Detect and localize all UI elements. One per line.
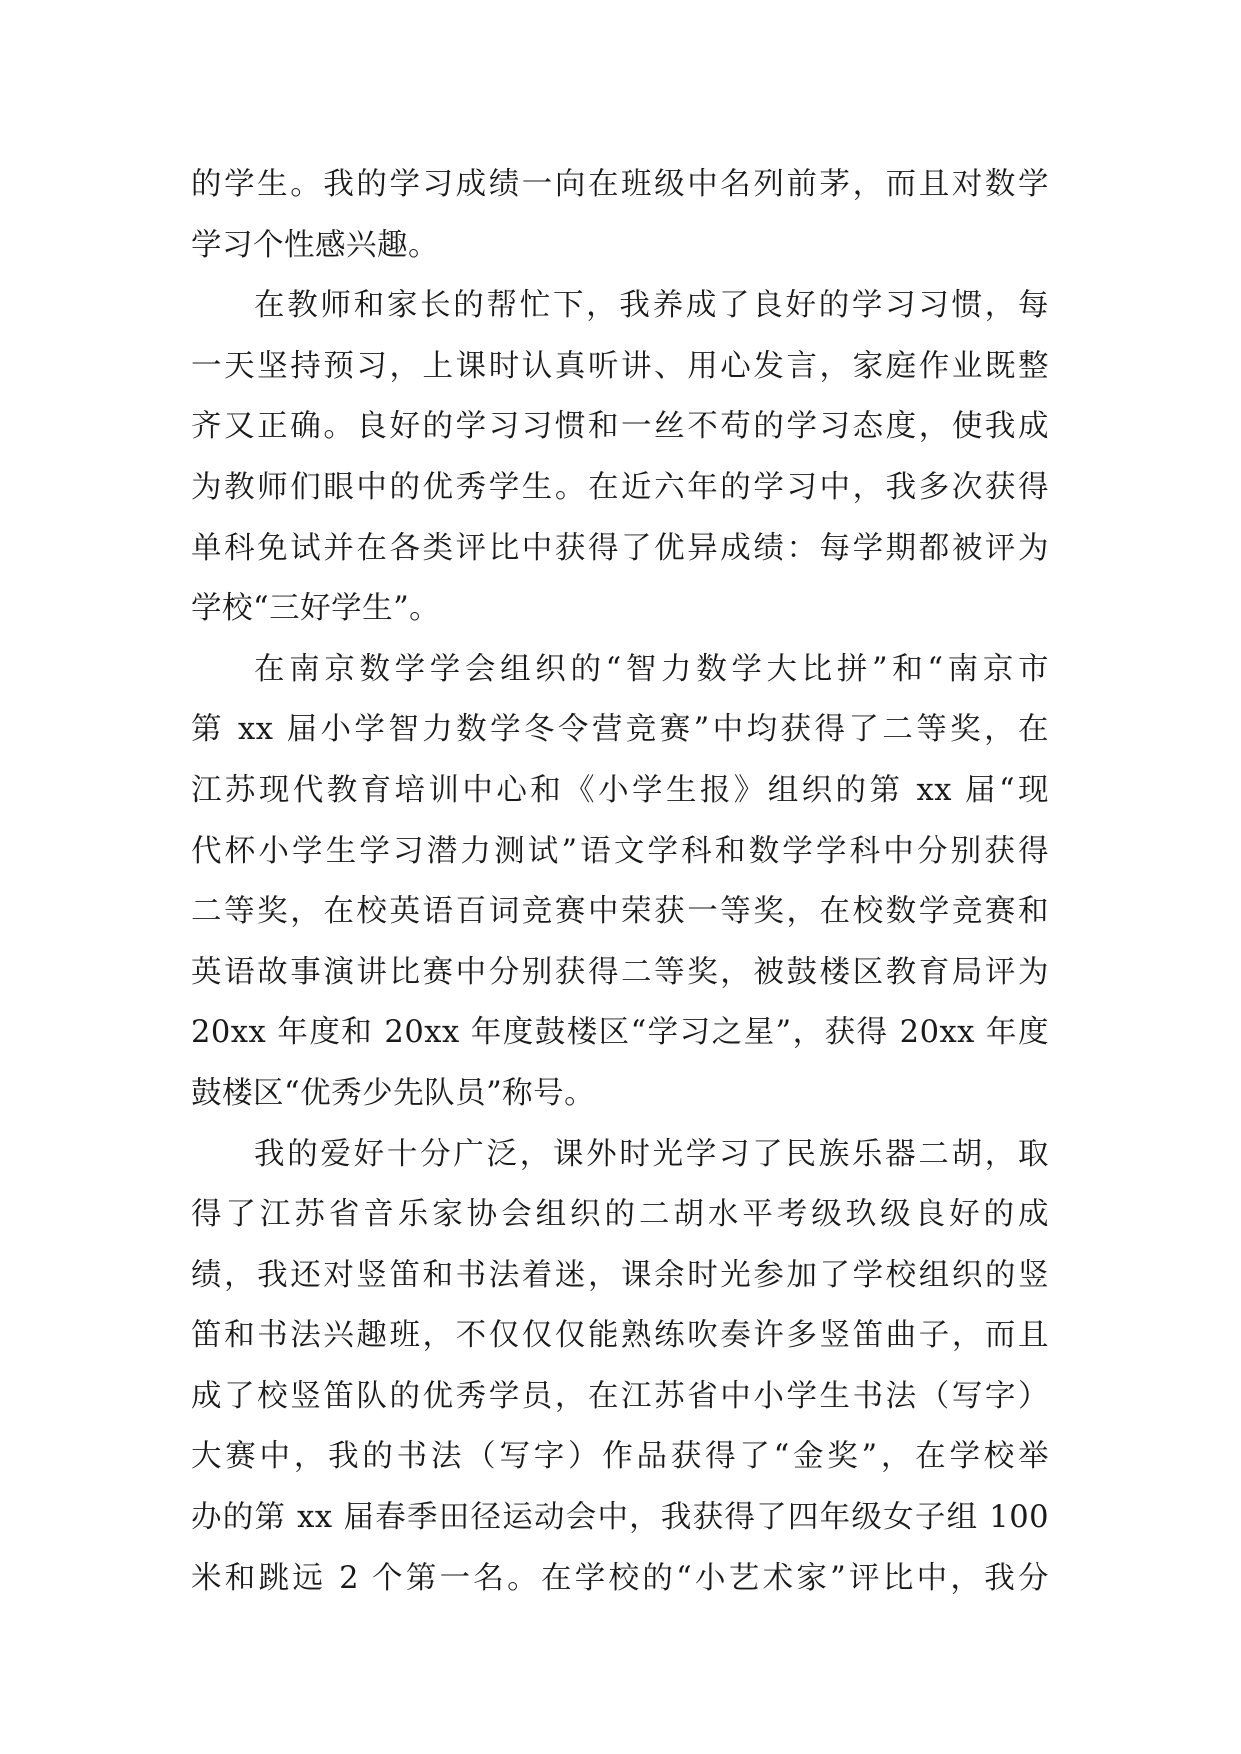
text-line: 办的第 xx 届春季田径运动会中，我获得了四年级女子组 100 <box>191 1500 1049 1536</box>
text-line: 一天坚持预习，上课时认真听讲、用心发言，家庭作业既整 <box>191 348 1049 384</box>
text-line: 英语故事演讲比赛中分别获得二等奖，被鼓楼区教育局评为 <box>191 954 1049 990</box>
text-line: 成了校竖笛队的优秀学员，在江苏省中小学生书法（写字） <box>191 1378 1049 1414</box>
text-line: 学习个性感兴趣。 <box>191 227 439 263</box>
text-line: 得了江苏省音乐家协会组织的二胡水平考级玖级良好的成 <box>191 1197 1049 1233</box>
document-body <box>191 155 1049 1609</box>
text-line: 鼓楼区“优秀少先队员”称号。 <box>191 1075 596 1111</box>
text-line: 代杯小学生学习潜力测试”语文学科和数学学科中分别获得 <box>191 833 1049 869</box>
paragraph <box>191 640 1049 1125</box>
text-line: 的学生。我的学习成绩一向在班级中名列前茅，而且对数学 <box>191 167 1049 202</box>
text-line: 绩，我还对竖笛和书法着迷，课余时光参加了学校组织的竖 <box>191 1257 1049 1293</box>
paragraph <box>191 276 1049 640</box>
text-line: 第 xx 届小学智力数学冬令营竞赛”中均获得了二等奖，在 <box>191 712 1049 748</box>
text-line: 为教师们眼中的优秀学生。在近六年的学习中，我多次获得 <box>191 469 1049 505</box>
paragraph <box>191 1125 1049 1610</box>
text-line: 二等奖，在校英语百词竞赛中荣获一等奖，在校数学竞赛和 <box>191 894 1049 930</box>
text-line: 大赛中，我的书法（写字）作品获得了“金奖”，在学校举 <box>191 1439 1049 1475</box>
text-line: 学校“三好学生”。 <box>191 591 441 627</box>
text-line: 在南京数学学会组织的“智力数学大比拼”和“南京市 <box>254 651 1049 687</box>
text-line: 齐又正确。良好的学习习惯和一丝不苟的学习态度，使我成 <box>191 409 1049 445</box>
text-line: 江苏现代教育培训中心和《小学生报》组织的第 xx 届“现 <box>191 772 1049 808</box>
text-line: 米和跳远 2 个第一名。在学校的“小艺术家”评比中，我分 <box>191 1560 1049 1596</box>
text-line: 单科免试并在各类评比中获得了优异成绩：每学期都被评为 <box>191 530 1049 566</box>
text-line: 20xx 年度和 20xx 年度鼓楼区“学习之星”，获得 20xx 年度 <box>191 1015 1049 1051</box>
text-line: 在教师和家长的帮忙下，我养成了良好的学习习惯，每 <box>254 288 1049 324</box>
text-line: 笛和书法兴趣班，不仅仅仅能熟练吹奏许多竖笛曲子，而且 <box>191 1318 1049 1354</box>
text-line: 我的爱好十分广泛，课外时光学习了民族乐器二胡，取 <box>254 1136 1049 1172</box>
paragraph <box>191 155 1049 276</box>
